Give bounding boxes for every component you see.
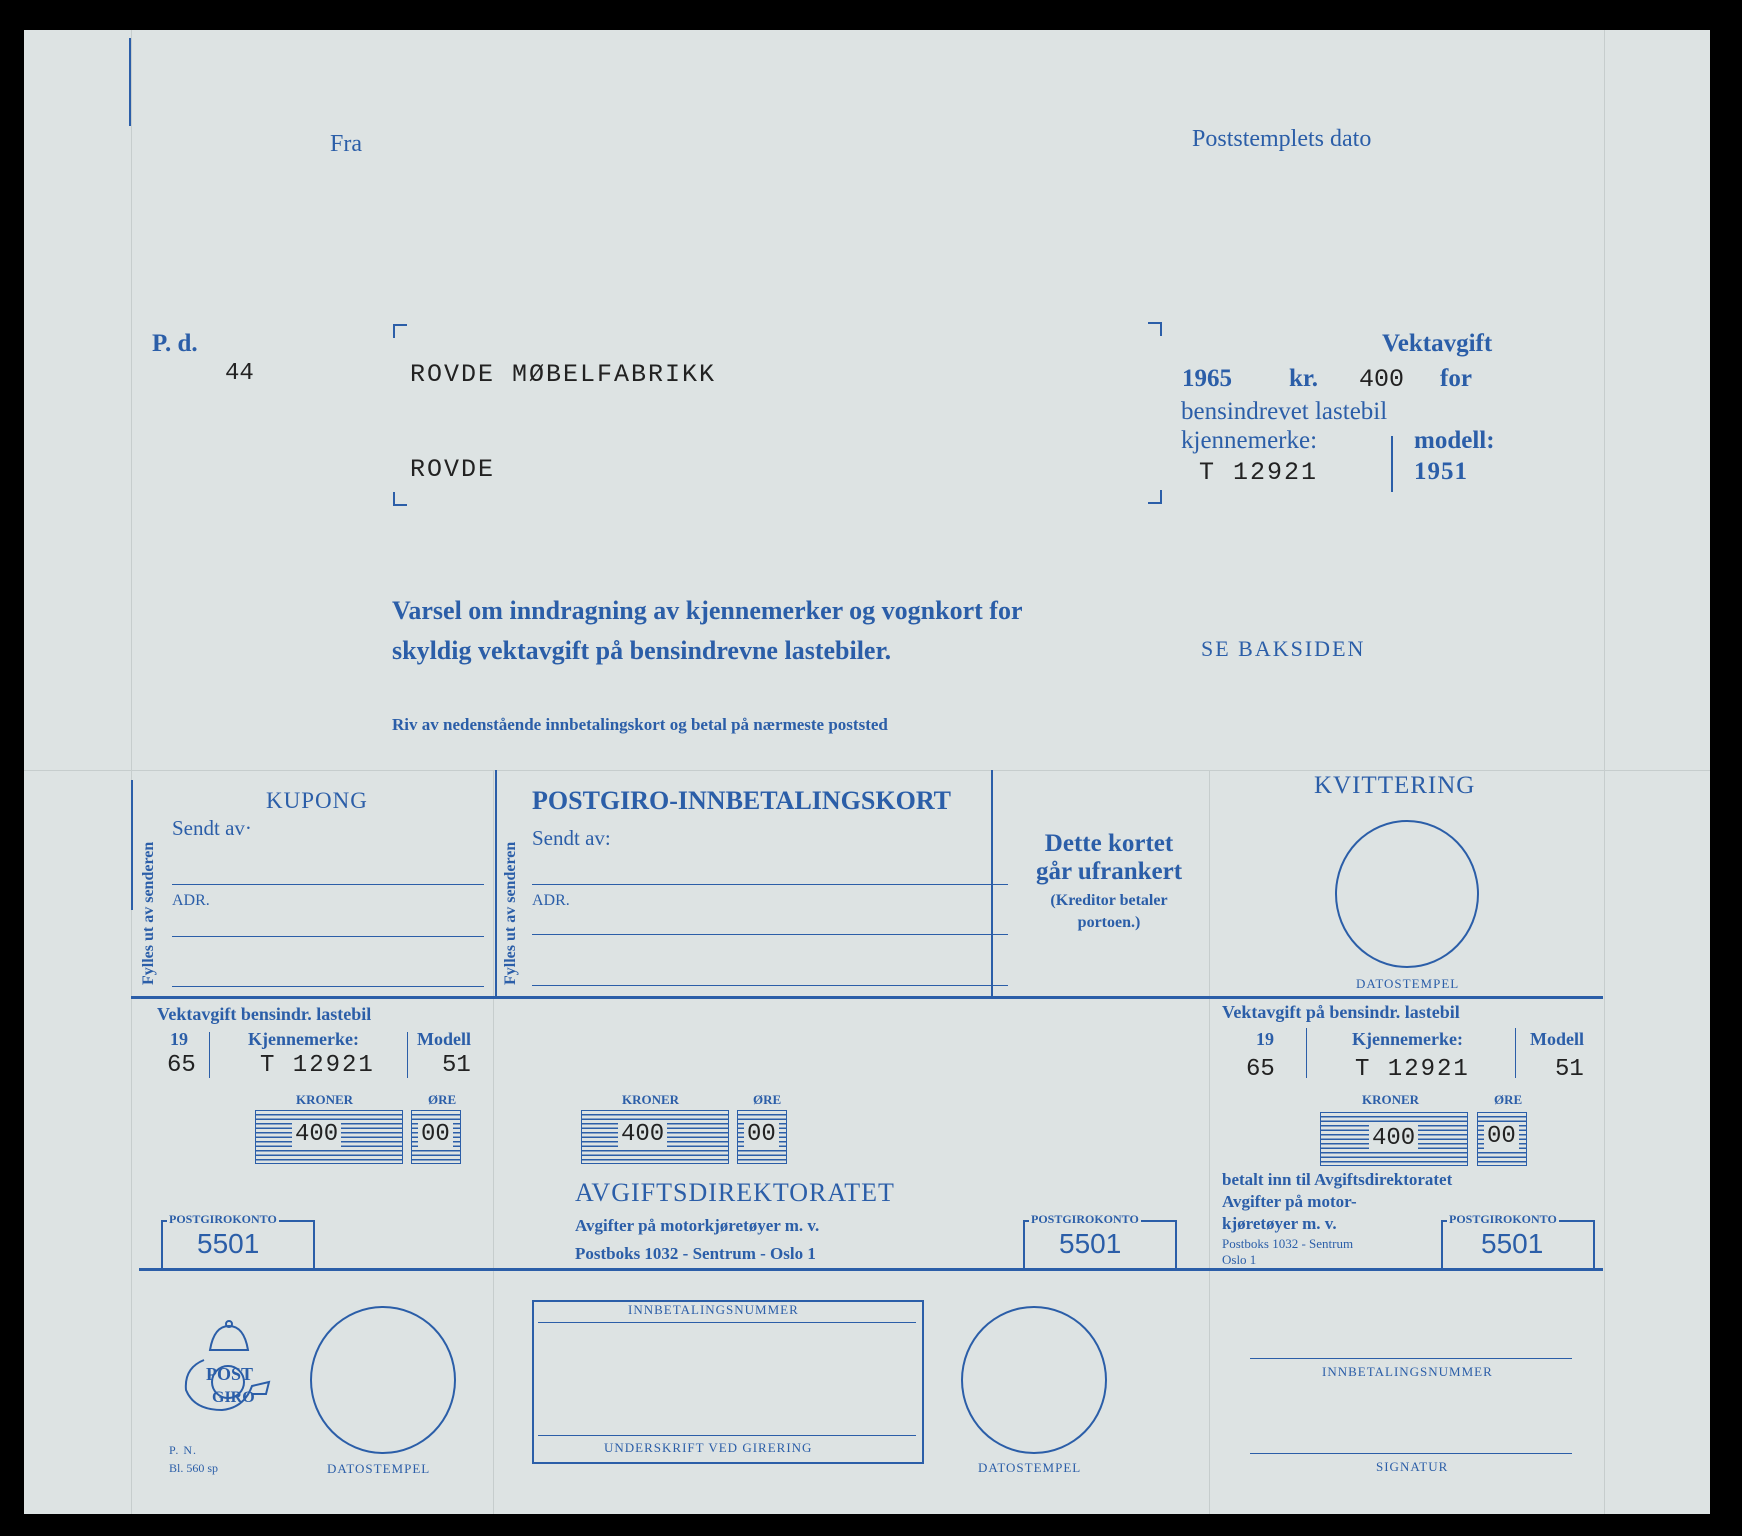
konto-box-left <box>161 1212 315 1268</box>
datostempel-mid: DATOSTEMPEL <box>978 1460 1082 1475</box>
postgiro-logo <box>174 1320 284 1430</box>
ufrankert-line-2: går ufrankert <box>1035 858 1183 885</box>
left-kjennemerke-value: T 12921 <box>260 1052 375 1079</box>
right-ore-value: 00 <box>1484 1123 1519 1150</box>
right-year-label: 19 <box>1256 1029 1274 1049</box>
kupong-sendt-av: Sendt av· <box>172 816 252 840</box>
left-year-label: 19 <box>170 1029 188 1049</box>
innbetalingsnummer-label: INNBETALINGSNUMMER <box>628 1302 799 1317</box>
pd-label: P. d. <box>152 330 198 357</box>
right-paid-5: Oslo 1 <box>1222 1252 1257 1267</box>
tear-instruction: Riv av nedenstående innbetalingskort og betal på nærmeste poststed <box>392 715 888 734</box>
address-line-2: ROVDE <box>410 455 496 484</box>
kvittering-datostempel-circle <box>1335 820 1479 968</box>
address-line-1: ROVDE MØBELFABRIKK <box>410 360 717 389</box>
postgiro-sendt-av: Sendt av: <box>532 826 611 850</box>
right-paid-4: Postboks 1032 - Sentrum <box>1222 1236 1354 1251</box>
left-ore-label: ØRE <box>428 1092 457 1107</box>
kjennemerke-value: T 12921 <box>1199 458 1319 487</box>
konto-value-right: 5501 <box>1481 1228 1544 1259</box>
datostempel-left: DATOSTEMPEL <box>327 1461 431 1476</box>
konto-label-right: POSTGIROKONTO <box>1449 1212 1557 1226</box>
kvittering-datostempel: DATOSTEMPEL <box>1356 976 1460 991</box>
window-corner-tr <box>1148 322 1162 336</box>
datostempel-circle-left <box>310 1306 456 1454</box>
right-ore-box <box>1477 1112 1527 1166</box>
right-vektavgift-title: Vektavgift på bensindr. lastebil <box>1222 1002 1460 1022</box>
org-line-2: Avgifter på motorkjøretøyer m. v. <box>575 1216 820 1235</box>
left-kroner-box <box>255 1110 403 1164</box>
kr-label: kr. <box>1289 365 1318 392</box>
konto-value-mid: 5501 <box>1059 1228 1122 1259</box>
mid-ore-label: ØRE <box>753 1092 782 1107</box>
right-modell-label: Modell <box>1530 1029 1584 1049</box>
right-kjennemerke-value: T 12921 <box>1355 1056 1470 1083</box>
vektavgift-title: Vektavgift <box>1382 330 1493 357</box>
right-paid-2: Avgifter på motor- <box>1222 1192 1357 1211</box>
right-kjennemerke-label: Kjennemerke: <box>1352 1029 1463 1049</box>
tax-amount: 400 <box>1359 365 1405 394</box>
left-kroner-label: KRONER <box>296 1092 354 1107</box>
konto-label-left: POSTGIROKONTO <box>169 1212 277 1226</box>
mid-kroner-label: KRONER <box>622 1092 680 1107</box>
fra-label: Fra <box>330 131 362 157</box>
modell-label: modell: <box>1414 427 1495 454</box>
window-corner-bl <box>393 492 407 506</box>
kupong-title: KUPONG <box>266 788 368 813</box>
right-modell-value: 51 <box>1555 1056 1584 1083</box>
left-modell-value: 51 <box>442 1052 471 1079</box>
se-baksiden: SE BAKSIDEN <box>1201 636 1366 661</box>
mid-kroner-box <box>581 1110 729 1164</box>
kupong-adr: ADR. <box>172 892 210 909</box>
modell-value: 1951 <box>1414 458 1468 485</box>
notice-line-1: Varsel om inndragning av kjennemerker og vognkort for <box>392 596 1023 625</box>
postgiro-adr: ADR. <box>532 892 570 909</box>
for-label: for <box>1440 365 1472 392</box>
right-ore-label: ØRE <box>1494 1092 1523 1107</box>
logo-text-post: POST <box>206 1364 254 1384</box>
signatur-label: SIGNATUR <box>1376 1459 1449 1474</box>
right-kroner-label: KRONER <box>1362 1092 1420 1107</box>
ufrankert-line-4: portoen.) <box>1077 914 1141 931</box>
kvittering-title: KVITTERING <box>1314 772 1476 799</box>
pn-line-1: P. N. <box>169 1443 198 1457</box>
right-paid-1: betalt inn til Avgiftsdirektoratet <box>1222 1170 1453 1189</box>
left-ore-box <box>411 1110 461 1164</box>
right-paid-3: kjøretøyer m. v. <box>1222 1214 1337 1233</box>
left-modell-label: Modell <box>417 1029 471 1049</box>
left-vektavgift-title: Vektavgift bensindr. lastebil <box>157 1004 372 1024</box>
konto-box-mid <box>1023 1212 1177 1268</box>
org-name: AVGIFTSDIREKTORATET <box>575 1178 895 1207</box>
right-year-value: 65 <box>1246 1056 1275 1083</box>
left-kjennemerke-label: Kjennemerke: <box>248 1029 359 1049</box>
underskrift-label: UNDERSKRIFT VED GIRERING <box>604 1440 813 1455</box>
org-line-3: Postboks 1032 - Sentrum - Oslo 1 <box>575 1244 816 1263</box>
form-sheet <box>24 30 1710 1514</box>
datostempel-circle-mid <box>961 1306 1107 1454</box>
kupong-vertical-label: Fylles ut av senderen <box>140 841 157 985</box>
right-innbetalingsnummer-label: INNBETALINGSNUMMER <box>1322 1364 1493 1379</box>
window-corner-br <box>1148 490 1162 504</box>
ufrankert-line-1: Dette kortet <box>1044 830 1174 857</box>
mid-kroner-value: 400 <box>618 1121 667 1148</box>
postgiro-title: POSTGIRO-INNBETALINGSKORT <box>532 786 952 815</box>
mid-ore-box <box>737 1110 787 1164</box>
notice-line-2: skyldig vektavgift på bensindrevne lastebiler. <box>392 636 892 665</box>
pd-value: 44 <box>225 360 254 387</box>
right-kroner-box <box>1320 1112 1468 1166</box>
window-corner-tl <box>393 324 407 338</box>
left-ore-value: 00 <box>418 1121 453 1148</box>
pn-line-2: Bl. 560 sp <box>169 1461 219 1475</box>
konto-value-left: 5501 <box>197 1228 260 1259</box>
ufrankert-line-3: (Kreditor betaler <box>1050 892 1168 909</box>
tax-year: 1965 <box>1182 365 1232 392</box>
mid-ore-value: 00 <box>744 1121 779 1148</box>
konto-label-mid: POSTGIROKONTO <box>1031 1212 1139 1226</box>
tax-desc: bensindrevet lastebil <box>1181 398 1388 425</box>
postgiro-vertical-label: Fylles ut av senderen <box>502 841 519 985</box>
konto-box-right <box>1441 1212 1595 1268</box>
kjennemerke-label: kjennemerke: <box>1181 427 1318 454</box>
right-kroner-value: 400 <box>1369 1125 1418 1152</box>
logo-text-giro: GIRO <box>212 1389 255 1406</box>
poststempel-label: Poststemplets dato <box>1192 126 1372 152</box>
left-year-value: 65 <box>167 1052 196 1079</box>
left-kroner-value: 400 <box>292 1121 341 1148</box>
